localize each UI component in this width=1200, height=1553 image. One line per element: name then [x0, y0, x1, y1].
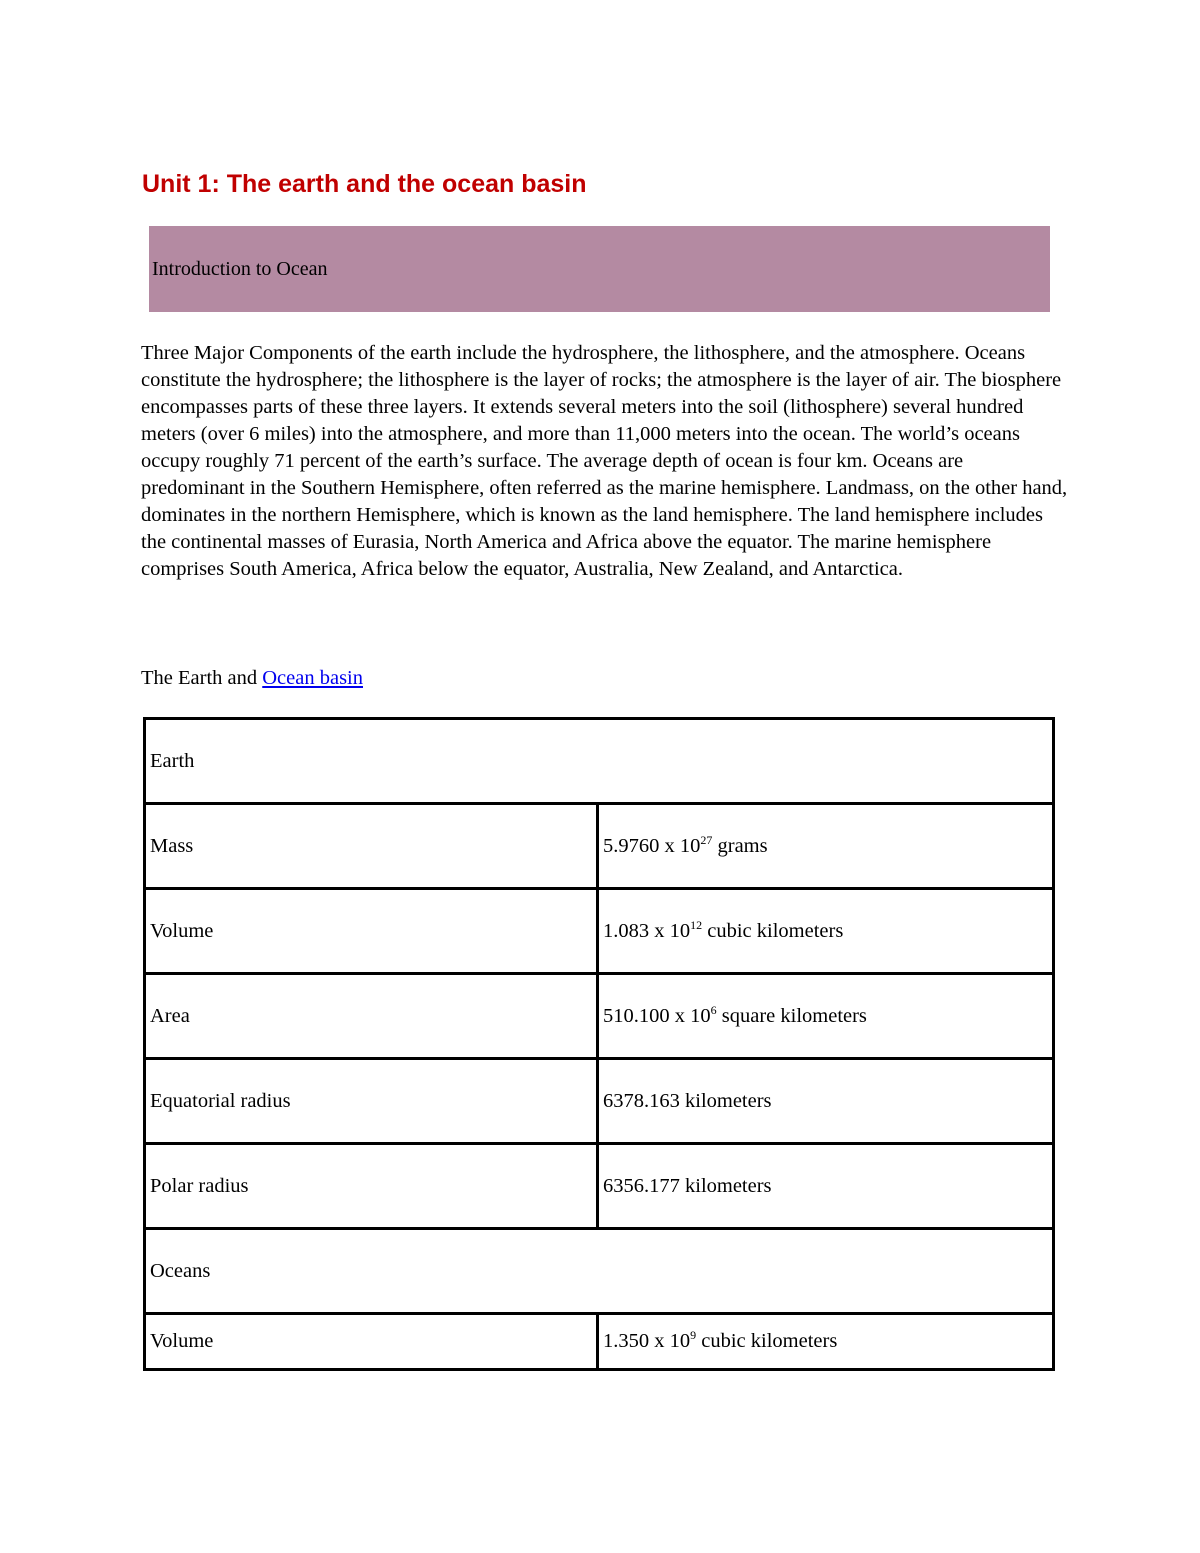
value-unit: cubic kilometers [702, 919, 844, 942]
earth-heading-cell: Earth [145, 719, 1054, 804]
value-base: 6378.163 kilometers [603, 1089, 772, 1112]
value-unit: cubic kilometers [696, 1330, 838, 1352]
row-value [598, 889, 1054, 974]
row-label: Volume [145, 1314, 598, 1370]
value-unit: grams [712, 834, 768, 857]
row-value [598, 1144, 1054, 1229]
table-row [145, 1144, 1054, 1229]
row-value [598, 974, 1054, 1059]
row-value [598, 1059, 1054, 1144]
section-banner-label: Introduction to Ocean [152, 257, 328, 280]
table-caption-prefix: The Earth and [141, 667, 263, 689]
value-exponent: 27 [700, 832, 713, 847]
value-base: 5.9760 x 10 [603, 834, 701, 857]
page-title: Unit 1: The earth and the ocean basin [142, 170, 587, 198]
table-row [145, 974, 1054, 1059]
table-section-row-earth [145, 719, 1054, 804]
earth-facts-table [143, 717, 1055, 1371]
row-label: Volume [145, 889, 598, 974]
table-section-row-oceans [145, 1229, 1054, 1314]
row-label: Mass [145, 804, 598, 889]
value-base: 510.100 x 10 [603, 1004, 711, 1027]
row-value [598, 1314, 1054, 1370]
table-row [145, 889, 1054, 974]
value-base: 1.350 x 10 [603, 1330, 691, 1352]
row-value [598, 804, 1054, 889]
ocean-basin-link[interactable]: Ocean basin [262, 667, 363, 689]
value-unit: square kilometers [716, 1004, 867, 1027]
row-label: Polar radius [145, 1144, 598, 1229]
value-exponent: 12 [690, 917, 703, 932]
value-base: 6356.177 kilometers [603, 1174, 772, 1197]
table-caption [141, 665, 363, 692]
row-label: Equatorial radius [145, 1059, 598, 1144]
row-label: Area [145, 974, 598, 1059]
table-row [145, 1059, 1054, 1144]
table-row [145, 804, 1054, 889]
table-row [145, 1314, 1054, 1370]
value-base: 1.083 x 10 [603, 919, 691, 942]
value-exponent: 9 [690, 1328, 697, 1342]
oceans-heading-cell: Oceans [145, 1229, 1054, 1314]
value-exponent: 6 [710, 1002, 717, 1017]
intro-paragraph: Three Major Components of the earth include the hydrosphere, the lithosphere, and the atmosphere. Oceans constitute the hydrosphere; the lithosphere is the layer of rocks; the atmosphere is the layer of air. The biosphere encompasses parts of these three layers. It extends several meters into the soil (lithosphere) several hundred meters (over 6 miles) into the atmosphere, and more than 11,000 meters into the ocean. The world’s oceans occupy roughly 71 percent of the earth’s surface. The average depth of ocean is four km. Oceans are predominant in the Southern Hemisphere, often referred as the marine hemisphere. Landmass, on the other hand, dominates in the northern Hemisphere, which is known as the land hemisphere. The land hemisphere includes the continental masses of Eurasia, North America and Africa above the equator. The marine hemisphere comprises South America, Africa below the equator, Australia, New Zealand, and Antarctica. [141, 342, 1068, 580]
section-banner [149, 226, 1050, 312]
